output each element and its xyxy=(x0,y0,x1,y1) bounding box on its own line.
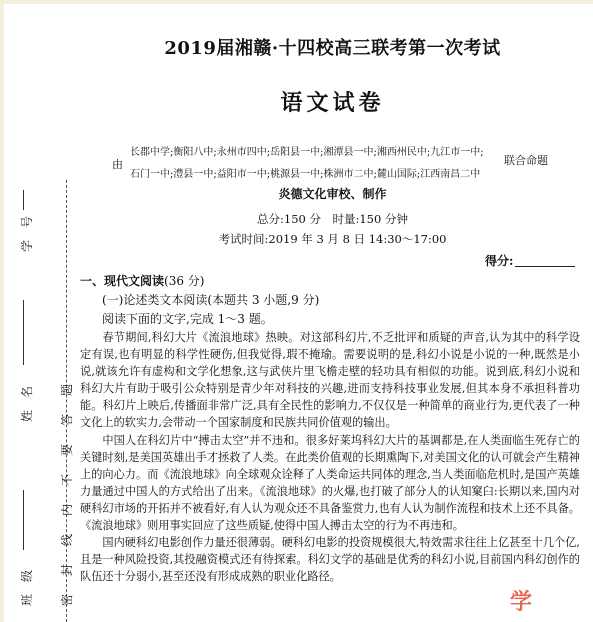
passage-paragraph-1: 春节期间,科幻大片《流浪地球》热映。对这部科幻片,不乏批评和质疑的声音,认为其中的科学设定有误,也有明显的科学性硬伤,但我觉得,瑕不掩瑜。需要说明的是,科幻小说是小说的一种,既然是小说,就该允许有虚构和文学化想象,这与武侠片里飞檐走壁的轻功具有相似的功能。说到底,科幻小说和科幻大片有助于吸引公众特别是青少年对科技的兴趣,进而支持科技事业发展,但其本身不承担科普功能。科幻片上映后,传播面非常广泛,具有全民性的影响力,不仅仅是一种简单的商业行为,更代表了一种文化上的软实力,会带动一个国家制度和民族共同价值观的输出。 xyxy=(80,331,580,430)
score-field xyxy=(485,252,575,269)
watermark-logo: 学 xyxy=(510,590,533,615)
passage-paragraph-3: 国内硬科幻电影创作力量还很薄弱。硬科幻电影的投资规模很大,特效需求往往上亿甚至十几个亿,且是一种风险投资,其投融资模式还有待探索。科幻文学的基础是优秀的科幻小说,目前国内科幻创作的队伍还十分弱小,甚至还没有形成成熟的职业化路径。 xyxy=(80,536,580,584)
exam-score-time: 总分:150 分 时量:150 分钟 xyxy=(257,212,408,226)
number-label: 学 号 xyxy=(20,215,34,252)
section-title: 一、现代文阅读 xyxy=(80,274,165,288)
section-points: (36 分) xyxy=(164,274,205,288)
name-label: 姓 名 xyxy=(20,385,34,422)
section-heading xyxy=(80,272,204,289)
class-underline xyxy=(23,490,24,550)
school-list xyxy=(130,142,500,186)
subsection-heading: (一)论述类文本阅读(本题共 3 小题,9 分) xyxy=(102,293,320,307)
subject-title: 语文试卷 xyxy=(280,90,385,116)
maker-line: 炎德文化审校、制作 xyxy=(278,187,387,201)
school-list-line-1: 长郡中学;衡阳八中;永州市四中;岳阳县一中;湘潭县一中;湘西州民中;九江市一中; xyxy=(130,147,484,158)
joint-proposition: 联合命题 xyxy=(504,154,548,167)
score-label: 得分: xyxy=(485,254,514,268)
page-frame-left xyxy=(0,0,4,622)
number-underline xyxy=(23,190,24,210)
class-label: 班 级 xyxy=(20,569,34,606)
seal-line-notice: 密 封 线 内 不 要 答 题 xyxy=(60,380,74,606)
school-list-line-2: 石门一中;澧县一中;益阳市一中;桃源县一中;株洲市二中;麓山国际;江西南昌二中 xyxy=(130,169,481,180)
page-frame-top xyxy=(0,0,593,4)
passage-paragraph-2: 中国人在科幻片中“搏击太空”并不违和。很多好莱坞科幻大片的基调都是,在人类面临生死存亡的关键时刻,是美国英雄出手才拯救了人类。在此类价值观的长期熏陶下,对美国文化的认可就会产生精神上的向心力。而《流浪地球》向全球观众诠释了人类命运共同体的理念,当人类面临危机时,是国产英雄力量通过中国人的方式给出了出来。《流浪地球》的火爆,也打破了部分人的认知窠臼:长期以来,国内对硬科幻市场的开拓并不被看好,有人认为观众还不具备鉴赏力,也有人认为制作流程和技术上还不具备。《流浪地球》则用事实回应了这些质疑,使得中国人搏击太空的行为不再违和。 xyxy=(80,433,580,533)
exam-title: 2019届湘赣·十四校高三联考第一次考试 xyxy=(164,38,501,59)
name-underline xyxy=(23,300,24,365)
passage xyxy=(80,329,580,585)
exam-date-time: 考试时间:2019 年 3 月 8 日 14:30～17:00 xyxy=(218,232,447,246)
score-blank[interactable] xyxy=(515,254,575,267)
reading-instruction: 阅读下面的文字,完成 1～3 题。 xyxy=(102,312,273,326)
schools-prefix: 由 xyxy=(112,158,123,171)
